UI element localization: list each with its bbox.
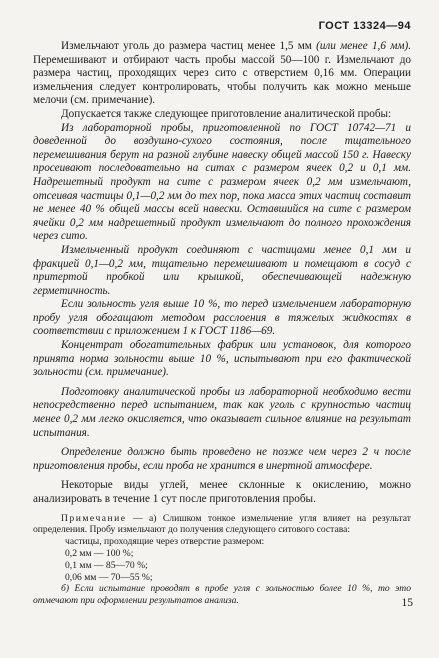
note-a-text: — а) Слишком тонкое измельчение угля влияет на результат определения. Пробу измельчают до получения следующего ситового состава: [33, 512, 411, 536]
note-block [33, 513, 411, 607]
note-row: 0,06 мм — 70—55 %; [65, 571, 153, 583]
note-label: Примечание [61, 512, 127, 524]
paragraph-5: Если зольность угля выше 10 %, то перед измельчением лабораторную пробу угля обогащают методом расслоения в тяжелых жидкостях в соответствии с приложением 1 к ГОСТ 1186—69. [33, 298, 411, 338]
paragraph-1-italic: (или менее 1,6 мм). [316, 40, 411, 52]
paragraph-8: Определение должно быть проведено не позже чем через 2 ч после приготовления пробы, если проба не хранится в инертной атмосфере. [33, 446, 411, 472]
document-body [33, 40, 411, 607]
page-number: 15 [401, 597, 413, 609]
paragraph-7: Подготовку аналитической пробы из лабораторной необходимо вести непосредственно перед испытанием, так как уголь с крупностью частиц менее 0,2 мм легко окисляется, что оказывает сильное влияние на результат испытания. [33, 385, 411, 439]
note-row: 0,2 мм — 100 %; [65, 547, 134, 559]
paragraph-3: Из лабораторной пробы, приготовленной по ГОСТ 10742—71 и доведенной до воздушно-сухого состояния, после тщательного перемешивания берут на разной глубине навеску общей массой 150 г. Навеску просеивают последовательно на ситах с размером ячеек 0,2 и 0,1 мм. Надрешетный продукт на сите с размером ячеек 0,2 мм измельчают, отсеивая частицы 0,1—0,2 мм до тех пор, пока масса этих частиц составит не менее 40 % общей массы всей навески. Оставшийся на сите с размером ячейки 0,2 мм надрешетный продукт измельчают до полного прохождения через сито. [33, 121, 411, 243]
note-row: 0,1 мм — 85—70 %; [65, 559, 148, 571]
paragraph-9: Некоторые виды углей, менее склонные к окислению, можно анализировать в течение 1 сут после приготовления пробы. [33, 479, 411, 505]
note-a [33, 513, 411, 537]
paragraph-1-rest: Перемешивают и отбирают часть пробы массой 50—100 г. Измельчают до размера частиц, проходящих через сито с отверстием 0,16 мм. Операции измельчения следует контролировать, чтобы получить как можно меньше мелочи (см. примечание). [33, 53, 411, 107]
paragraph-2: Допускается также следующее приготовление аналитической пробы: [61, 107, 392, 120]
note-b: б) Если испытание проводят в пробе угля с зольностью более 10 %, то это отмечают при оформлении результатов анализа. [33, 583, 411, 607]
paragraph-6: Концентрат обогатительных фабрик или установок, для которого принята норма зольности выше 10 %, испытывают при его фактической зольности (см. примечание). [33, 339, 411, 379]
note-sub: частицы, проходящие через отверстие размером: [65, 536, 265, 548]
paragraph-4: Измельченный продукт соединяют с частицами менее 0,1 мм и фракцией 0,1—0,2 мм, тщательно перемешивают и помещают в сосуд с притертой пробкой или крышкой, обеспечивающей надежную герметичность. [33, 243, 411, 297]
standard-code-header: ГОСТ 13324—94 [318, 20, 411, 32]
paragraph-1-text: Измельчают уголь до размера частиц менее 1,5 мм [61, 40, 317, 52]
paragraph-1 [33, 40, 411, 108]
